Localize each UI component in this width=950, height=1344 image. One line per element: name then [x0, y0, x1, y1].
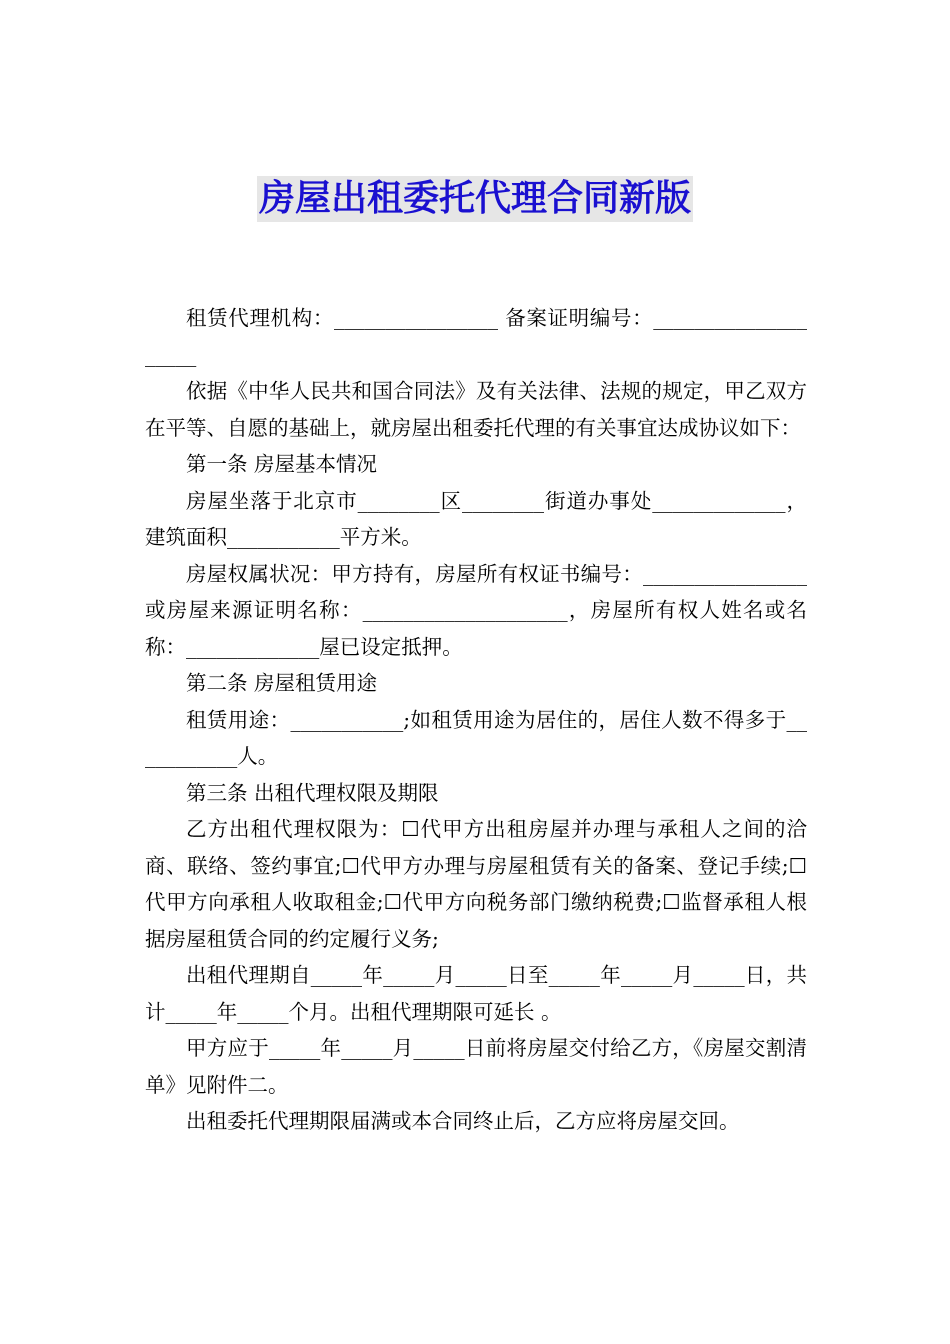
- house-location-paragraph: 房屋坐落于北京市________区________街道办事处_____________，建筑面积___________平方米。: [145, 488, 807, 549]
- document-title: 房屋出租委托代理合同新版: [257, 176, 693, 222]
- article-3-heading: 第三条 出租代理权限及期限: [186, 780, 439, 805]
- document-body: [145, 300, 807, 1140]
- article-2-heading: 第二条 房屋租赁用途: [186, 671, 378, 695]
- ownership-paragraph: 房屋权属状况：甲方持有，房屋所有权证书编号：________________或房屋来源证明名称：____________________，房屋所有权人姓名或名称：_____________屋已设定抵押。: [145, 561, 807, 659]
- return-paragraph: 出租委托代理期限届满或本合同终止后，乙方应将房屋交回。: [186, 1109, 740, 1133]
- usage-paragraph: 租赁用途：___________;如租赁用途为居住的，居住人数不得多于___________人。: [145, 707, 807, 768]
- delivery-paragraph: 甲方应于_____年_____月_____日前将房屋交付给乙方，《房屋交割清单》见附件二。: [145, 1036, 807, 1097]
- agency-info-line: 租赁代理机构：________________ 备案证明编号：____________________: [145, 306, 807, 367]
- title-container: [0, 176, 950, 222]
- agency-scope-paragraph: 乙方出租代理权限为：☐代甲方出租房屋并办理与承租人之间的洽商、联络、签约事宜;☐代甲方办理与房屋租赁有关的备案、登记手续;☐代甲方向承租人收取租金;☐代甲方向税务部门缴纳税费;☐监督承租人根据房屋租赁合同的约定履行义务;: [145, 817, 807, 951]
- article-1-heading: 第一条 房屋基本情况: [186, 452, 378, 476]
- preamble-paragraph: 依据《中华人民共和国合同法》及有关法律、法规的规定，甲乙双方在平等、自愿的基础上，就房屋出租委托代理的有关事宜达成协议如下：: [145, 379, 807, 440]
- agency-period-paragraph: 出租代理期自_____年_____月_____日至_____年_____月_____日，共计_____年_____个月。出租代理期限可延长 。: [145, 963, 807, 1024]
